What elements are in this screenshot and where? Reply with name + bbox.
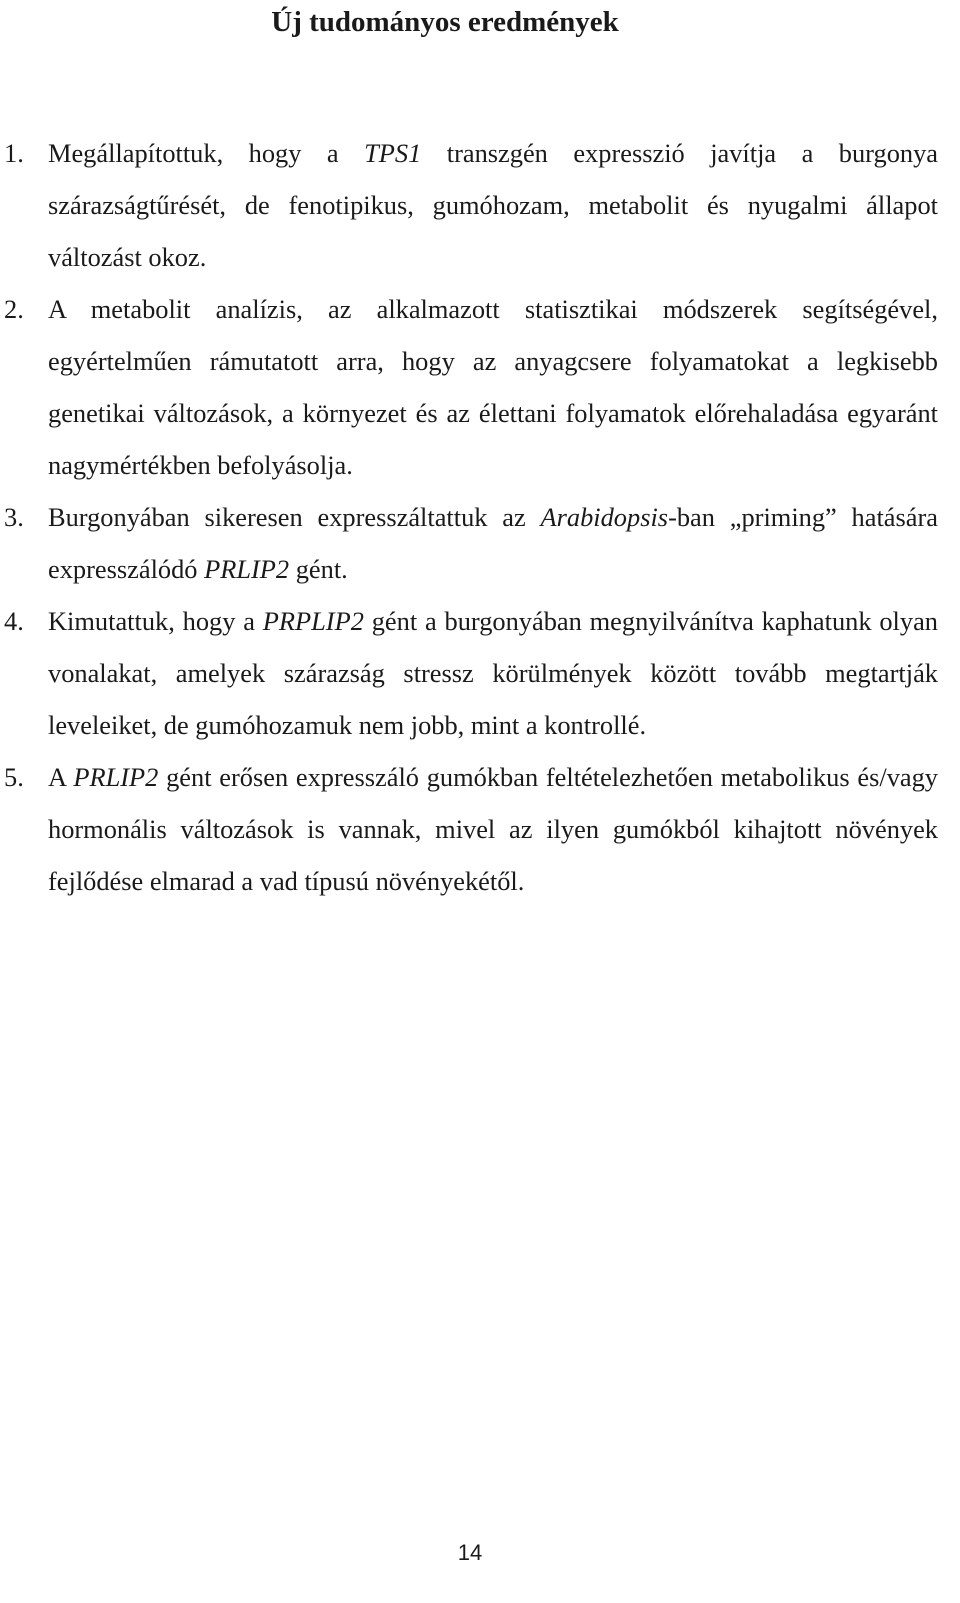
result-item-1 [0, 127, 960, 283]
result-text: A metabolit analízis, az alkalmazott statisztikai módszerek segítségével, egyértelműen rámutatott arra, hogy az anyagcsere folyamatokat a legkisebb genetikai változások, a környezet és az élettani folyamatok előrehaladása egyaránt nagymértékben befolyásolja. [48, 294, 938, 480]
result-item-4 [0, 595, 960, 751]
result-item-2 [0, 283, 960, 491]
result-number: 5. [4, 762, 24, 792]
gene-name: TPS1 [364, 138, 422, 168]
page-number: 14 [457, 1540, 483, 1565]
result-text: A PRLIP2 gént erősen expresszáló gumókban feltételezhetően metabolikus és/vagy hormonális változások is vannak, mivel az ilyen gumókból kihajtott növények fejlődése elmarad a vad típusú növényekétől. [48, 762, 939, 896]
result-number: 2. [4, 294, 24, 324]
gene-name: PRPLIP2 [262, 606, 364, 636]
result-item-3 [0, 491, 960, 595]
gene-name: PRLIP2 [73, 762, 159, 792]
species-name: Arabidopsis [540, 502, 669, 532]
result-text: Megállapítottuk, hogy a TPS1 transzgén expresszió javítja a burgonya szárazságtűrését, de fenotipikus, gumóhozam, metabolit és nyugalmi állapot változást okoz. [48, 138, 938, 272]
result-item-5 [0, 751, 960, 907]
result-number: 4. [4, 606, 24, 636]
gene-name: PRLIP2 [204, 554, 290, 584]
result-text: Kimutattuk, hogy a PRPLIP2 gént a burgonyában megnyilvánítva kaphatunk olyan vonalakat, amelyek szárazság stressz körülmények között tovább megtartják leveleiket, de gumóhozamuk nem jobb, mint a kontrollé. [48, 606, 938, 740]
result-text: Burgonyában sikeresen expresszáltattuk az Arabidopsis-ban „priming” hatására expresszálódó PRLIP2 gént. [48, 502, 938, 584]
page-title: Új tudományos eredmények [271, 6, 619, 38]
results-list [0, 127, 960, 907]
result-number: 1. [4, 138, 24, 168]
result-number: 3. [4, 502, 24, 532]
